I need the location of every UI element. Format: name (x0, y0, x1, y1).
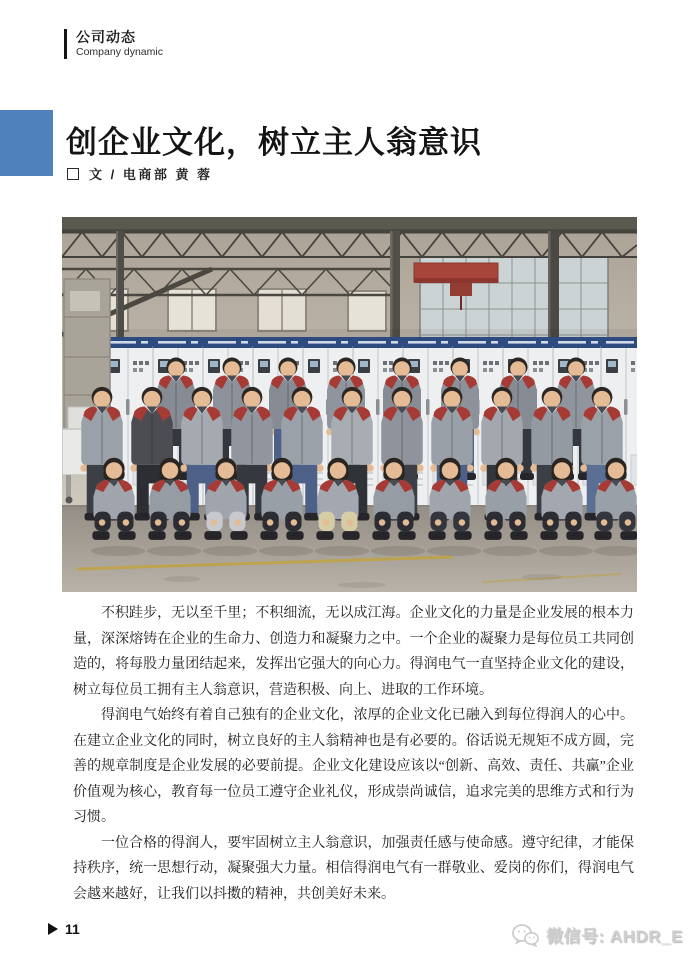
wechat-watermark (512, 922, 683, 947)
article-body (73, 601, 634, 907)
paragraph-3: 一位合格的得润人，要牢固树立主人翁意识，加强责任感与使命感。遵守纪律，才能保持秩序，统一思想行动，凝聚强大力量。相信得润电气有一群敬业、爱岗的你们，得润电气会越来越好，让我们以抖擞的精神，共创美好未来。 (73, 835, 634, 902)
page-number-block (48, 921, 80, 937)
byline-text: 文 / 电商部 黄 蓉 (89, 167, 213, 182)
byline (67, 164, 213, 183)
wechat-icon (512, 923, 539, 947)
byline-square-icon (67, 168, 79, 180)
wechat-label: 微信号: AHDR_E (546, 927, 683, 946)
paragraph-2: 得润电气始终有着自己独有的企业文化，浓厚的企业文化已融入到每位得润人的心中。在建立企业文化的同时，树立良好的主人翁精神也是有必要的。俗话说无规矩不成方圆，完善的规章制度是企业发展的必要前提。企业文化建设应该以“创新、高效、责任、共赢”企业价值观为核心，教育每一位员工遵守企业礼仪，形成崇尚诚信，追求完美的思维方式和行为习惯。 (73, 708, 634, 825)
paragraph-1: 不积跬步，无以至千里；不积细流，无以成江海。企业文化的力量是企业发展的根本力量，深深熔铸在企业的生命力、创造力和凝聚力之中。一个企业的凝聚力是每位员工共同创造的，将每股力量团结起来，发挥出它强大的向心力。得润电气一直坚持企业文化的建设，树立每位员工拥有主人翁意识，营造积极、向上、进取的工作环境。 (73, 606, 634, 698)
title-accent-square (0, 110, 53, 176)
article-title: 创企业文化，树立主人翁意识 (66, 124, 482, 160)
group-photo (62, 217, 637, 592)
page-number: 11 (65, 921, 80, 937)
wall-shadow-band (62, 329, 637, 337)
triangle-marker-icon (48, 923, 58, 935)
group-photo-illustration (62, 217, 637, 592)
section-header (64, 29, 163, 59)
section-title-en: Company dynamic (76, 46, 163, 58)
section-title-zh: 公司动态 (76, 29, 136, 45)
